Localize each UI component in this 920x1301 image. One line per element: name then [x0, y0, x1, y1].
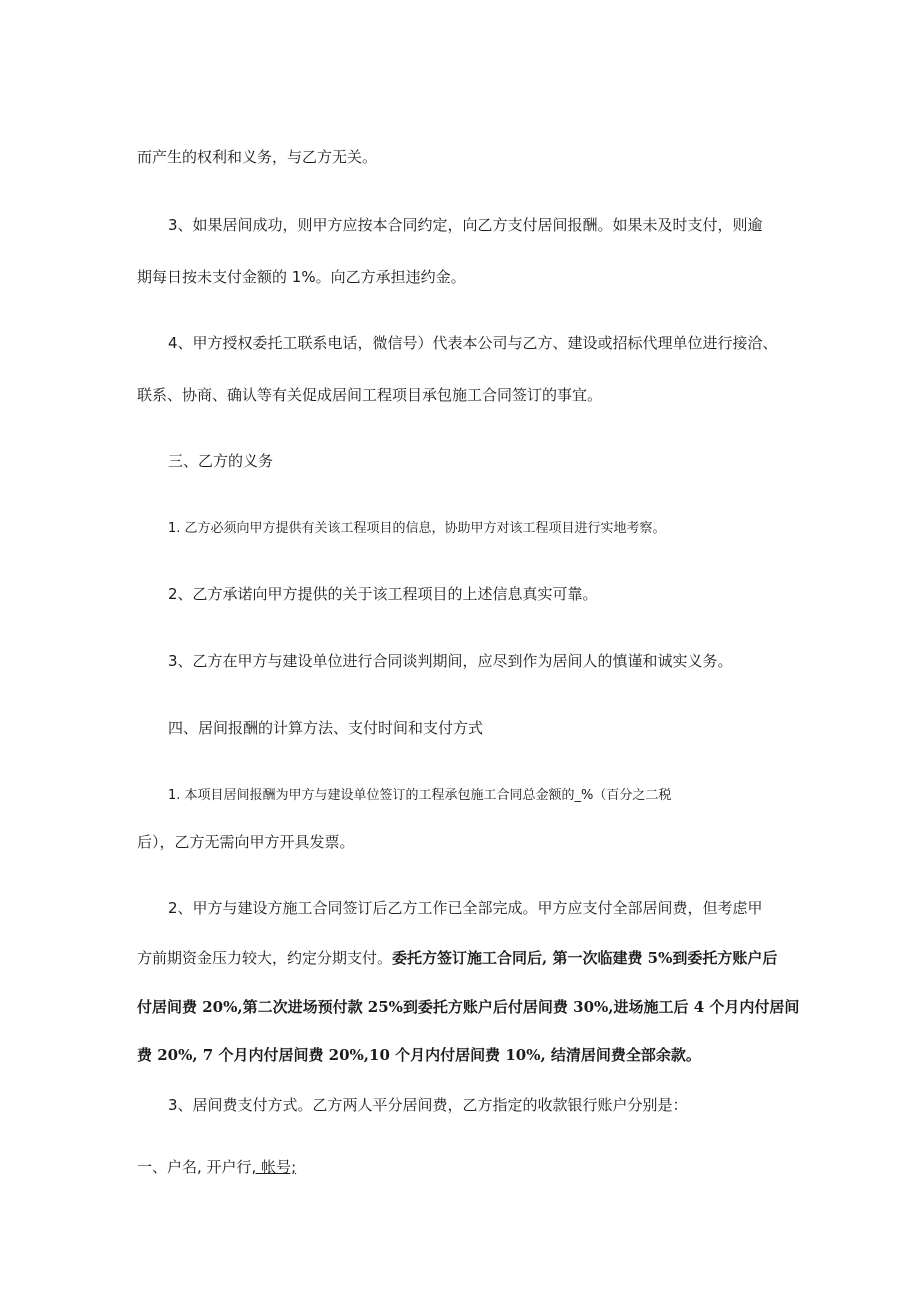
paragraph-line: 4、甲方授权委托工联系电话，微信号）代表本公司与乙方、建设或招标代理单位进行接洽、: [168, 334, 778, 352]
paragraph-line: 1. 本项目居间报酬为甲方与建设单位签订的工程承包施工合同总金额的_%（百分之二税: [168, 788, 672, 803]
account-label: 一、户名, 开户行: [137, 1158, 252, 1176]
paragraph-text: 方前期资金压力较大，约定分期支付。: [137, 949, 393, 967]
paragraph-line: 后），乙方无需向甲方开具发票。: [137, 833, 355, 851]
section-heading: 三、乙方的义务: [168, 452, 274, 470]
paragraph-line: 联系、协商、确认等有关促成居间工程项目承包施工合同签订的事宜。: [137, 386, 603, 404]
paragraph-line: 期每日按未支付金额的 1%。向乙方承担违约金。: [137, 268, 466, 286]
account-number-field: , 帐号;: [251, 1158, 297, 1176]
account-line: [137, 1156, 296, 1178]
section-heading: 四、居间报酬的计算方法、支付时间和支付方式: [168, 719, 484, 737]
bold-payment-terms: 委托方签订施工合同后, 第一次临建费 5%到委托方账户后: [392, 949, 778, 967]
paragraph-line: 3、如果居间成功，则甲方应按本合同约定，向乙方支付居间报酬。如果未及时支付，则逾: [168, 216, 763, 234]
paragraph-line: 3、居间费支付方式。乙方两人平分居间费，乙方指定的收款银行账户分别是：: [168, 1096, 688, 1114]
paragraph-line: 1. 乙方必须向甲方提供有关该工程项目的信息，协助甲方对该工程项目进行实地考察。: [168, 521, 666, 536]
paragraph-line: [137, 947, 777, 969]
bold-payment-terms: 费 20%, 7 个月内付居间费 20%,10 个月内付居间费 10%, 结清居间费全部余款。: [137, 1046, 701, 1064]
paragraph-line: 3、乙方在甲方与建设单位进行合同谈判期间，应尽到作为居间人的慎谨和诚实义务。: [168, 652, 733, 670]
bold-payment-terms: 付居间费 20%,第二次进场预付款 25%到委托方账户后付居间费 30%,进场施工后 4 个月内付居间: [137, 998, 800, 1016]
paragraph-line: 2、乙方承诺向甲方提供的关于该工程项目的上述信息真实可靠。: [168, 585, 598, 603]
paragraph-line: 2、甲方与建设方施工合同签订后乙方工作已全部完成。甲方应支付全部居间费，但考虑甲: [168, 899, 763, 917]
paragraph-line: 而产生的权利和义务，与乙方无关。: [137, 148, 378, 166]
